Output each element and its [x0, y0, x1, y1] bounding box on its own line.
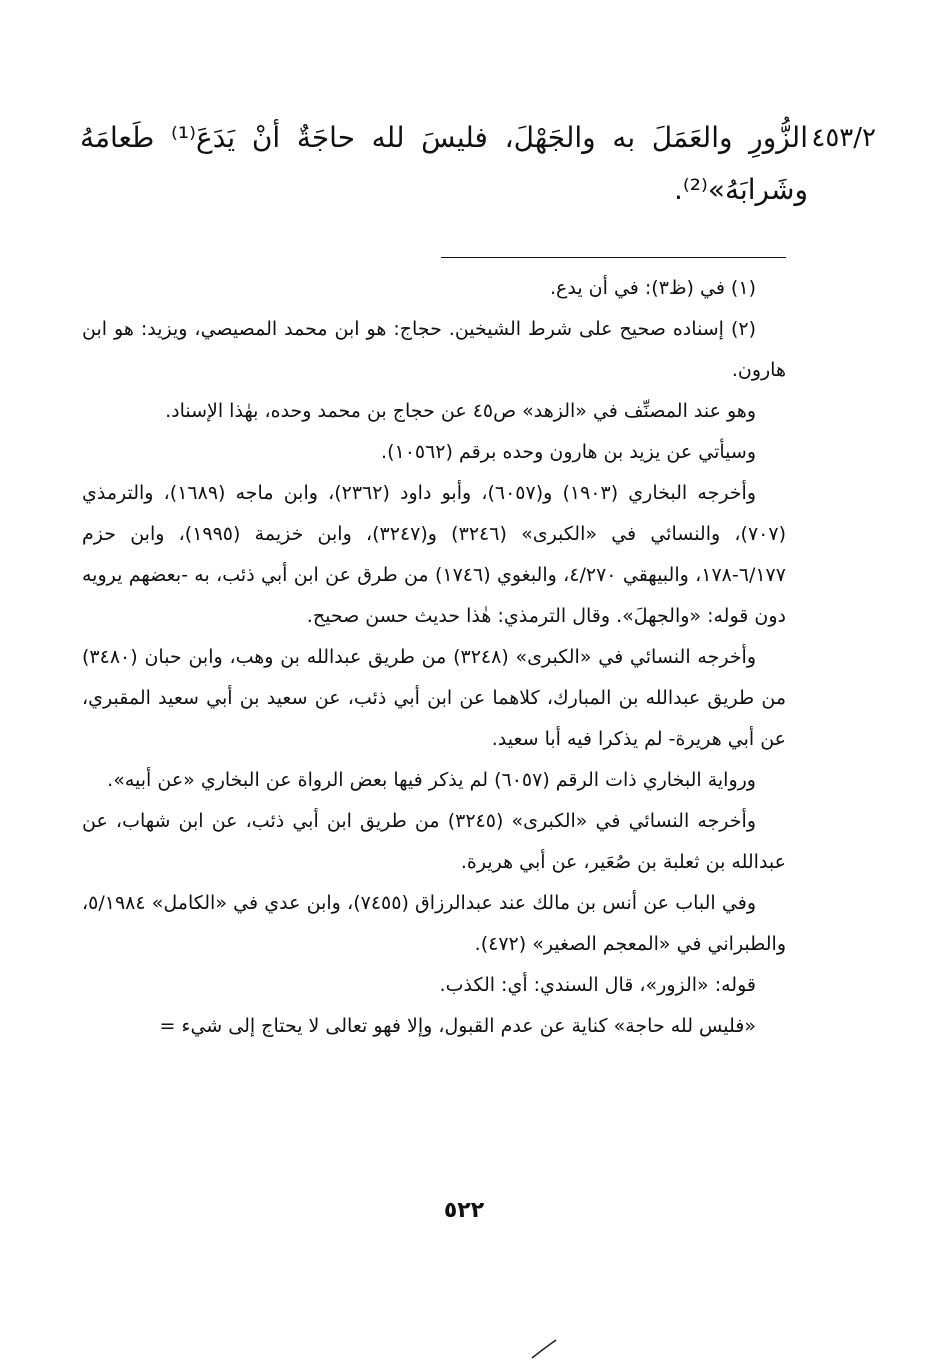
footnote-1: (١) في (ظ٣): في أن يدع. — [550, 277, 756, 299]
footnote-paragraph: وهو عند المصنِّف في «الزهد» ص٤٥ عن حجاج بن محمد وحده، بهٰذا الإسناد. — [165, 400, 756, 422]
footnote-paragraph: «فليس لله حاجة» كناية عن عدم القبول، وإلا فهو تعالى لا يحتاج إلى شيء = — [159, 1015, 756, 1037]
footnote-paragraph: وأخرجه البخاري (١٩٠٣) و(٦٠٥٧)، وأبو داود (٢٣٦٢)، وابن ماجه (١٦٨٩)، والترمذي (٧٠٧)، والنسائي في «الكبرى» (٣٢٤٦) و(٣٢٤٧)، وابن خزيمة (١٩٩٥)، وابن حزم ٦/١٧٧-١٧٨، والبيهقي ٤/٢٧٠، والبغوي (١٧٤٦) من طرق عن ابن أبي ذئب، به -بعضهم يرويه دون قوله: «والجهلَ». وقال الترمذي: هٰذا حديث حسن صحيح. — [82, 482, 786, 627]
footnote-paragraph: ورواية البخاري ذات الرقم (٦٠٥٧) لم يذكر فيها بعض الرواة عن البخاري «عن أبيه». — [107, 769, 756, 791]
footnotes — [82, 268, 786, 1047]
footnote-paragraph: وفي الباب عن أنس بن مالك عند عبدالرزاق (٧٤٥٥)، وابن عدي في «الكامل» ٥/١٩٨٤، والطبراني في «المعجم الصغير» (٤٧٢). — [82, 892, 786, 955]
footnote-paragraph: قوله: «الزور»، قال السندي: أي: الكذب. — [439, 974, 756, 996]
footnote-separator — [441, 257, 786, 258]
hadith-number: ٤٥٣/٢ — [811, 123, 876, 153]
footnote-paragraph: وأخرجه النسائي في «الكبرى» (٣٢٤٨) من طريق عبدالله بن وهب، وابن حبان (٣٤٨٠) من طريق عبدالله بن المبارك، كلاهما عن ابن أبي ذئب، عن سعيد بن أبي سعيد المقبري، عن أبي هريرة- لم يذكرا فيه أبا سعيد. — [82, 646, 786, 750]
footnote-paragraph: وسيأتي عن يزيد بن هارون وحده برقم (١٠٥٦٢). — [381, 441, 756, 463]
scan-mark — [530, 1338, 560, 1360]
footnote-2: (٢) إسناده صحيح على شرط الشيخين. حجاج: هو ابن محمد المصيصي، ويزيد: هو ابن هارون. — [82, 318, 786, 381]
footnote-paragraph: وأخرجه النسائي في «الكبرى» (٣٢٤٥) من طريق ابن أبي ذئب، عن ابن شهاب، عن عبدالله بن ثعلبة بن صُعَير، عن أبي هريرة. — [82, 810, 786, 873]
page-number: ٥٢٢ — [443, 1198, 485, 1223]
hadith-text: الزُّورِ والعَمَلَ به والجَهْلَ، فليسَ لله حاجَةٌ أنْ يَدَعَ⁽¹⁾ طَعامَهُ وشَرابَهُ»⁽²⁾. — [80, 121, 808, 206]
